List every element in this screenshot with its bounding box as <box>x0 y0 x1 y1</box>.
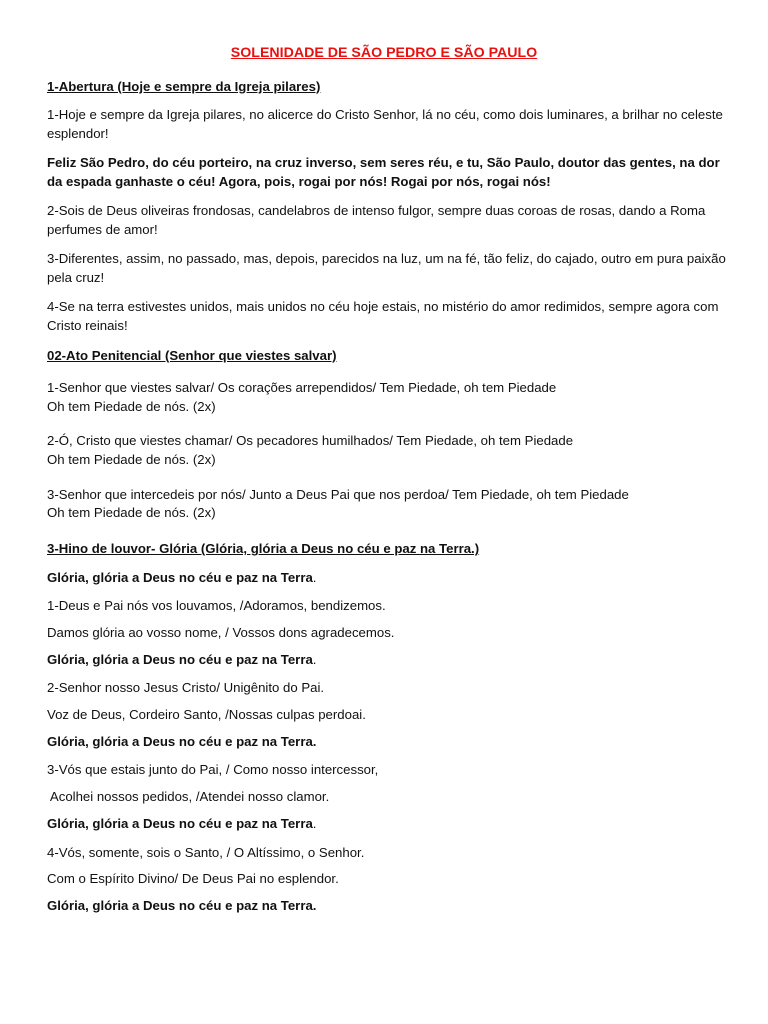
gloria-verse-2-line-2: Voz de Deus, Cordeiro Santo, /Nossas culpas perdoai. <box>47 707 366 722</box>
gloria-verse-3-line-1: 3-Vós que estais junto do Pai, / Como nosso intercessor, <box>47 762 379 777</box>
gloria-refrain-period: . <box>312 652 317 667</box>
penitencial-verse-3-line-2: Oh tem Piedade de nós. (2x) <box>47 505 216 520</box>
abertura-refrain: Feliz São Pedro, do céu porteiro, na cruz inverso, sem seres réu, e tu, São Paulo, doutor das gentes, na dor da espada ganhaste o céu! Agora, pois, rogai por nós! Rogai por nós, rogai nós! <box>47 155 720 189</box>
gloria-refrain <box>47 568 316 587</box>
gloria-verse-3-line-2: Acolhei nossos pedidos, /Atendei nosso clamor. <box>47 789 330 804</box>
penitencial-verse-3-line-1: 3-Senhor que intercedeis por nós/ Junto a Deus Pai que nos perdoa/ Tem Piedade, oh tem Piedade <box>47 487 629 502</box>
abertura-verse-2: 2-Sois de Deus oliveiras frondosas, candelabros de intenso fulgor, sempre duas coroas de rosas, dando a Roma perfumes de amor! <box>47 203 706 237</box>
gloria-refrain-text: Glória, glória a Deus no céu e paz na Terra <box>47 570 313 585</box>
gloria-refrain: Glória, glória a Deus no céu e paz na Terra. <box>47 734 317 749</box>
gloria-refrain <box>47 814 316 833</box>
gloria-verse-4-line-2: Com o Espírito Divino/ De Deus Pai no esplendor. <box>47 871 339 886</box>
gloria-verse-1-line-1: 1-Deus e Pai nós vos louvamos, /Adoramos, bendizemos. <box>47 598 386 613</box>
section-heading-abertura: 1-Abertura (Hoje e sempre da Igreja pilares) <box>47 79 321 94</box>
penitencial-verse-2-line-1: 2-Ó, Cristo que viestes chamar/ Os pecadores humilhados/ Tem Piedade, oh tem Piedade <box>47 433 574 448</box>
gloria-refrain-period: . <box>312 570 317 585</box>
gloria-refrain-period: . <box>312 816 317 831</box>
gloria-refrain: Glória, glória a Deus no céu e paz na Terra. <box>47 898 317 913</box>
penitencial-verse-1-line-1: 1-Senhor que viestes salvar/ Os corações arrependidos/ Tem Piedade, oh tem Piedade <box>47 380 557 395</box>
section-heading-penitencial: 02-Ato Penitencial (Senhor que viestes salvar) <box>47 348 337 363</box>
abertura-verse-1: 1-Hoje e sempre da Igreja pilares, no alicerce do Cristo Senhor, lá no céu, como dois luminares, a brilhar no celeste esplendor! <box>47 107 723 141</box>
document-title: SOLENIDADE DE SÃO PEDRO E SÃO PAULO <box>230 45 538 61</box>
abertura-verse-4: 4-Se na terra estivestes unidos, mais unidos no céu hoje estais, no mistério do amor redimidos, sempre agora com Cristo reinais! <box>47 299 719 333</box>
penitencial-verse-1-line-2: Oh tem Piedade de nós. (2x) <box>47 399 216 414</box>
gloria-verse-1-line-2: Damos glória ao vosso nome, / Vossos dons agradecemos. <box>47 625 395 640</box>
penitencial-verse-2-line-2: Oh tem Piedade de nós. (2x) <box>47 452 216 467</box>
gloria-refrain-text: Glória, glória a Deus no céu e paz na Terra <box>47 816 313 831</box>
gloria-refrain-text: Glória, glória a Deus no céu e paz na Terra <box>47 652 313 667</box>
gloria-refrain <box>47 650 316 669</box>
gloria-verse-2-line-1: 2-Senhor nosso Jesus Cristo/ Unigênito do Pai. <box>47 680 325 695</box>
abertura-verse-3: 3-Diferentes, assim, no passado, mas, depois, parecidos na luz, um na fé, tão feliz, do cajado, outro em pura paixão pela cruz! <box>47 251 726 285</box>
section-heading-gloria: 3-Hino de louvor- Glória (Glória, glória a Deus no céu e paz na Terra.) <box>47 541 480 556</box>
gloria-verse-4-line-1: 4-Vós, somente, sois o Santo, / O Altíssimo, o Senhor. <box>47 845 365 860</box>
